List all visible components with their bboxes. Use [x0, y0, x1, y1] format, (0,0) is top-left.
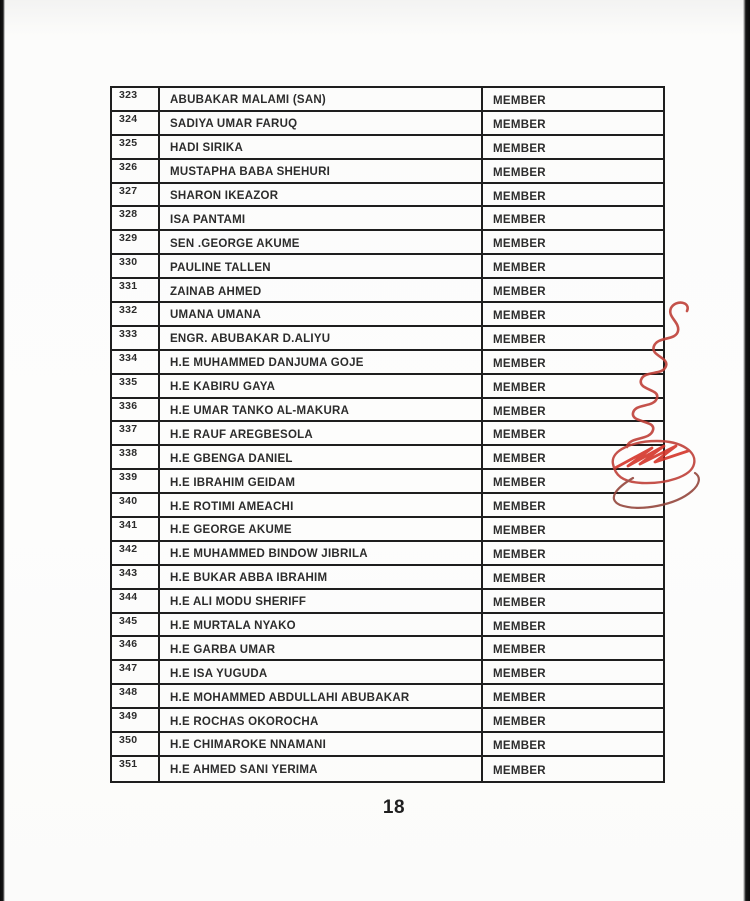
- member-name: H.E MURTALA NYAKO: [160, 614, 483, 636]
- member-name: ISA PANTAMI: [160, 207, 483, 229]
- row-number: 341: [112, 518, 160, 540]
- page-number: 18: [382, 797, 406, 818]
- row-number: 346: [112, 637, 160, 659]
- table-row: [112, 590, 663, 614]
- member-role: MEMBER: [493, 405, 546, 418]
- table-row: [112, 112, 663, 136]
- row-number: 330: [112, 255, 160, 277]
- member-role: MEMBER: [493, 692, 546, 705]
- row-number: 338: [112, 446, 160, 468]
- member-name: H.E ALI MODU SHERIFF: [160, 590, 483, 612]
- row-number: 349: [112, 709, 160, 731]
- member-role: MEMBER: [493, 548, 546, 561]
- member-role: MEMBER: [493, 190, 546, 203]
- member-name: H.E AHMED SANI YERIMA: [160, 757, 483, 781]
- table-row: [112, 88, 663, 112]
- member-role: MEMBER: [493, 620, 546, 633]
- member-name: H.E GEORGE AKUME: [160, 518, 483, 540]
- member-name: H.E ISA YUGUDA: [160, 661, 483, 683]
- member-name: H.E KABIRU GAYA: [160, 375, 483, 397]
- member-role: MEMBER: [493, 596, 546, 609]
- table-row: [112, 375, 663, 399]
- member-name: SADIYA UMAR FARUQ: [160, 112, 483, 134]
- member-role: MEMBER: [493, 333, 546, 346]
- table-row: [112, 614, 663, 638]
- member-role: MEMBER: [493, 524, 546, 537]
- table-row: [112, 303, 663, 327]
- members-table: [110, 86, 665, 783]
- member-role: MEMBER: [493, 286, 546, 299]
- table-row: [112, 160, 663, 184]
- row-number: 327: [112, 184, 160, 206]
- table-row: [112, 709, 663, 733]
- row-number: 335: [112, 375, 160, 397]
- table-row: [112, 661, 663, 685]
- row-number: 350: [112, 733, 160, 755]
- member-role: MEMBER: [493, 166, 546, 179]
- member-name: ZAINAB AHMED: [160, 279, 483, 301]
- member-name: H.E UMAR TANKO AL-MAKURA: [160, 399, 483, 421]
- table-row: [112, 733, 663, 757]
- table-row: [112, 518, 663, 542]
- table-row: [112, 637, 663, 661]
- table-row: [112, 399, 663, 423]
- member-role: MEMBER: [493, 716, 546, 729]
- member-role: MEMBER: [493, 262, 546, 275]
- row-number: 347: [112, 661, 160, 683]
- row-number: 332: [112, 303, 160, 325]
- table-row: [112, 136, 663, 160]
- member-role: MEMBER: [493, 429, 546, 442]
- row-number: 345: [112, 614, 160, 636]
- row-number: 342: [112, 542, 160, 564]
- member-name: H.E MUHAMMED DANJUMA GOJE: [160, 351, 483, 373]
- row-number: 329: [112, 231, 160, 253]
- member-role: MEMBER: [493, 764, 546, 777]
- member-name: H.E ROTIMI AMEACHI: [160, 494, 483, 516]
- member-role: MEMBER: [493, 214, 546, 227]
- table-row: [112, 566, 663, 590]
- table-row: [112, 351, 663, 375]
- member-name: H.E IBRAHIM GEIDAM: [160, 470, 483, 492]
- table-row: [112, 184, 663, 208]
- table-row: [112, 685, 663, 709]
- table-row: [112, 327, 663, 351]
- member-role: MEMBER: [493, 501, 546, 514]
- member-role: MEMBER: [493, 572, 546, 585]
- table-row: [112, 446, 663, 470]
- row-number: 326: [112, 160, 160, 182]
- member-name: PAULINE TALLEN: [160, 255, 483, 277]
- row-number: 344: [112, 590, 160, 612]
- table-row: [112, 494, 663, 518]
- member-role: MEMBER: [493, 238, 546, 251]
- row-number: 333: [112, 327, 160, 349]
- member-name: HADI SIRIKA: [160, 136, 483, 158]
- row-number: 331: [112, 279, 160, 301]
- row-number: 334: [112, 351, 160, 373]
- member-name: UMANA UMANA: [160, 303, 483, 325]
- row-number: 328: [112, 207, 160, 229]
- table-row: [112, 422, 663, 446]
- row-number: 336: [112, 399, 160, 421]
- table-row: [112, 231, 663, 255]
- member-name: H.E MUHAMMED BINDOW JIBRILA: [160, 542, 483, 564]
- member-name: H.E ROCHAS OKOROCHA: [160, 709, 483, 731]
- scan-edge-left: [0, 0, 5, 901]
- member-role: MEMBER: [493, 357, 546, 370]
- member-role: MEMBER: [493, 118, 546, 131]
- table-row: [112, 207, 663, 231]
- member-name: H.E GARBA UMAR: [160, 637, 483, 659]
- member-role: MEMBER: [493, 668, 546, 681]
- row-number: 324: [112, 112, 160, 134]
- member-role: MEMBER: [493, 644, 546, 657]
- table-row: [112, 542, 663, 566]
- table-row: [112, 279, 663, 303]
- member-name: MUSTAPHA BABA SHEHURI: [160, 160, 483, 182]
- row-number: 323: [112, 88, 160, 110]
- row-number: 351: [112, 757, 160, 781]
- member-role: MEMBER: [493, 739, 546, 752]
- member-name: ABUBAKAR MALAMI (SAN): [160, 88, 483, 110]
- row-number: 339: [112, 470, 160, 492]
- table-row: [112, 470, 663, 494]
- member-name: ENGR. ABUBAKAR D.ALIYU: [160, 327, 483, 349]
- row-number: 343: [112, 566, 160, 588]
- scan-edge-right: [743, 0, 750, 901]
- row-number: 325: [112, 136, 160, 158]
- row-number: 337: [112, 422, 160, 444]
- table-row: [112, 757, 663, 781]
- member-role: MEMBER: [493, 94, 546, 107]
- member-role: MEMBER: [493, 381, 546, 394]
- member-name: H.E RAUF AREGBESOLA: [160, 422, 483, 444]
- table-row: [112, 255, 663, 279]
- member-role: MEMBER: [493, 309, 546, 322]
- member-name: H.E GBENGA DANIEL: [160, 446, 483, 468]
- row-number: 348: [112, 685, 160, 707]
- member-name: SHARON IKEAZOR: [160, 184, 483, 206]
- member-name: H.E BUKAR ABBA IBRAHIM: [160, 566, 483, 588]
- row-number: 340: [112, 494, 160, 516]
- member-name: H.E CHIMAROKE NNAMANI: [160, 733, 483, 755]
- member-role: MEMBER: [493, 142, 546, 155]
- member-name: H.E MOHAMMED ABDULLAHI ABUBAKAR: [160, 685, 483, 707]
- member-role: MEMBER: [493, 477, 546, 490]
- member-role: MEMBER: [493, 453, 546, 466]
- member-name: SEN .GEORGE AKUME: [160, 231, 483, 253]
